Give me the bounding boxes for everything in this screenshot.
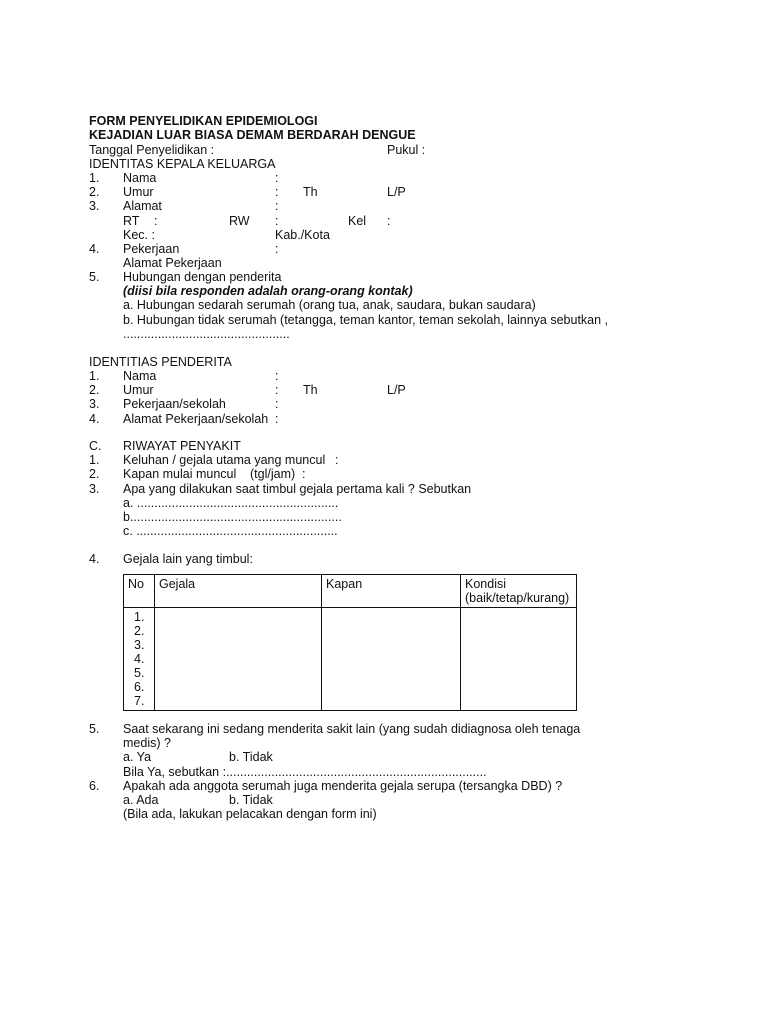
section-heading-riwayat: RIWAYAT PENYAKIT	[123, 439, 241, 453]
item-number: 1.	[89, 453, 100, 467]
table-row-number: 7.	[134, 694, 145, 708]
field-label-kapan: Kapan mulai muncul	[123, 467, 237, 481]
question-anggota-serumah: Apakah ada anggota serumah juga menderita gejala serupa (tersangka DBD) ?	[123, 779, 563, 793]
lp-label: L/P	[387, 383, 406, 397]
rw-label: RW	[229, 214, 250, 228]
th-label: Th	[303, 383, 318, 397]
item-number: 3.	[89, 397, 100, 411]
option-tidak: b. Tidak	[229, 750, 273, 764]
kondisi-title: Kondisi	[465, 577, 506, 591]
field-label-alamat-pekerjaan: Alamat Pekerjaan	[123, 256, 222, 270]
option-hubungan-sedarah: a. Hubungan sedarah serumah (orang tua, anak, saudara, bukan saudara)	[123, 298, 536, 312]
table-cell-kapan[interactable]	[322, 608, 461, 711]
item-number: 6.	[89, 779, 100, 793]
table-row-number: 1.	[134, 610, 145, 624]
field-label-umur: Umur	[123, 383, 154, 397]
item-number: 1.	[89, 369, 100, 383]
form-title-line1: FORM PENYELIDIKAN EPIDEMIOLOGI	[89, 114, 318, 128]
field-colon: :	[275, 383, 279, 397]
field-label-alamat: Alamat	[123, 199, 162, 213]
field-colon: :	[335, 453, 339, 467]
section-heading-penderita: IDENTITIAS PENDERITA	[89, 355, 232, 369]
gejala-table	[123, 574, 577, 711]
section-letter: C.	[89, 439, 102, 453]
item-number: 4.	[89, 412, 100, 426]
item-number: 3.	[89, 482, 100, 496]
table-row-number: 4.	[134, 652, 145, 666]
responden-note: (diisi bila responden adalah orang-orang kontak)	[123, 284, 413, 298]
kel-label: Kel	[348, 214, 367, 228]
field-label-nama: Nama	[123, 369, 157, 383]
option-ya: a. Ya	[123, 750, 152, 764]
fill-dots: ................................................	[123, 327, 290, 341]
field-label-keluhan: Keluhan / gejala utama yang muncul	[123, 453, 326, 467]
table-header-kapan: Kapan	[322, 575, 461, 608]
kondisi-subtitle: (baik/tetap/kurang)	[465, 591, 570, 605]
lp-label: L/P	[387, 185, 406, 199]
field-colon: :	[302, 467, 306, 481]
table-header-gejala: Gejala	[155, 575, 322, 608]
answer-line-b: b.............................................................	[123, 510, 342, 524]
tgl-jam-label: (tgl/jam)	[250, 467, 296, 481]
tanggal-label: Tanggal Penyelidikan :	[89, 143, 215, 157]
table-cell-gejala[interactable]	[155, 608, 322, 711]
item-number: 5.	[89, 270, 100, 284]
kab-label: Kab./Kota	[275, 228, 330, 242]
option-ada: a. Ada	[123, 793, 159, 807]
form-title-line2: KEJADIAN LUAR BIASA DEMAM BERDARAH DENGUE	[89, 128, 416, 142]
rt-label: RT	[123, 214, 140, 228]
field-colon: :	[275, 199, 279, 213]
answer-line-c: c. ..........................................................	[123, 524, 338, 538]
table-no-column	[124, 608, 155, 711]
option-tidak: b. Tidak	[229, 793, 273, 807]
kec-label: Kec. :	[123, 228, 155, 242]
item-number: 2.	[89, 467, 100, 481]
option-hubungan-tidak-serumah: b. Hubungan tidak serumah (tetangga, teman kantor, teman sekolah, lainnya sebutkan ,	[123, 313, 609, 327]
pelacakan-note: (Bila ada, lakukan pelacakan dengan form ini)	[123, 807, 377, 821]
field-label-nama: Nama	[123, 171, 157, 185]
question-apa-dilakukan: Apa yang dilakukan saat timbul gejala pertama kali ? Sebutkan	[123, 482, 472, 496]
item-number: 4.	[89, 242, 100, 256]
field-colon: :	[275, 412, 279, 426]
table-header-no: No	[124, 575, 155, 608]
field-colon: :	[275, 369, 279, 383]
table-row-number: 5.	[134, 666, 145, 680]
answer-line-a: a. ..........................................................	[123, 496, 339, 510]
question-sakit-lain: Saat sekarang ini sedang menderita sakit lain (yang sudah didiagnosa oleh tenaga	[123, 722, 581, 736]
item-number: 2.	[89, 185, 100, 199]
field-colon: :	[275, 214, 279, 228]
field-label-hubungan: Hubungan dengan penderita	[123, 270, 282, 284]
field-colon: :	[387, 214, 391, 228]
table-row-number: 6.	[134, 680, 145, 694]
field-label-pekerjaan-sekolah: Pekerjaan/sekolah	[123, 397, 226, 411]
field-colon: :	[275, 185, 279, 199]
field-label-umur: Umur	[123, 185, 154, 199]
table-row-number: 2.	[134, 624, 145, 638]
th-label: Th	[303, 185, 318, 199]
field-colon: :	[275, 171, 279, 185]
bila-ya-sebutkan: Bila Ya, sebutkan :...........................................................................	[123, 765, 487, 779]
question-sakit-lain-cont: medis) ?	[123, 736, 171, 750]
item-number: 4.	[89, 552, 100, 566]
field-colon: :	[154, 214, 158, 228]
item-number: 2.	[89, 383, 100, 397]
item-number: 1.	[89, 171, 100, 185]
section-heading-kepala-keluarga: IDENTITAS KEPALA KELUARGA	[89, 157, 276, 171]
item-number: 5.	[89, 722, 100, 736]
field-colon: :	[275, 242, 279, 256]
table-row-number: 3.	[134, 638, 145, 652]
question-gejala-lain: Gejala lain yang timbul:	[123, 552, 253, 566]
item-number: 3.	[89, 199, 100, 213]
table-header-kondisi	[461, 575, 577, 608]
field-label-alamat-pekerjaan-sekolah: Alamat Pekerjaan/sekolah	[123, 412, 269, 426]
table-cell-kondisi[interactable]	[461, 608, 577, 711]
pukul-label: Pukul :	[387, 143, 426, 157]
field-label-pekerjaan: Pekerjaan	[123, 242, 180, 256]
field-colon: :	[275, 397, 279, 411]
